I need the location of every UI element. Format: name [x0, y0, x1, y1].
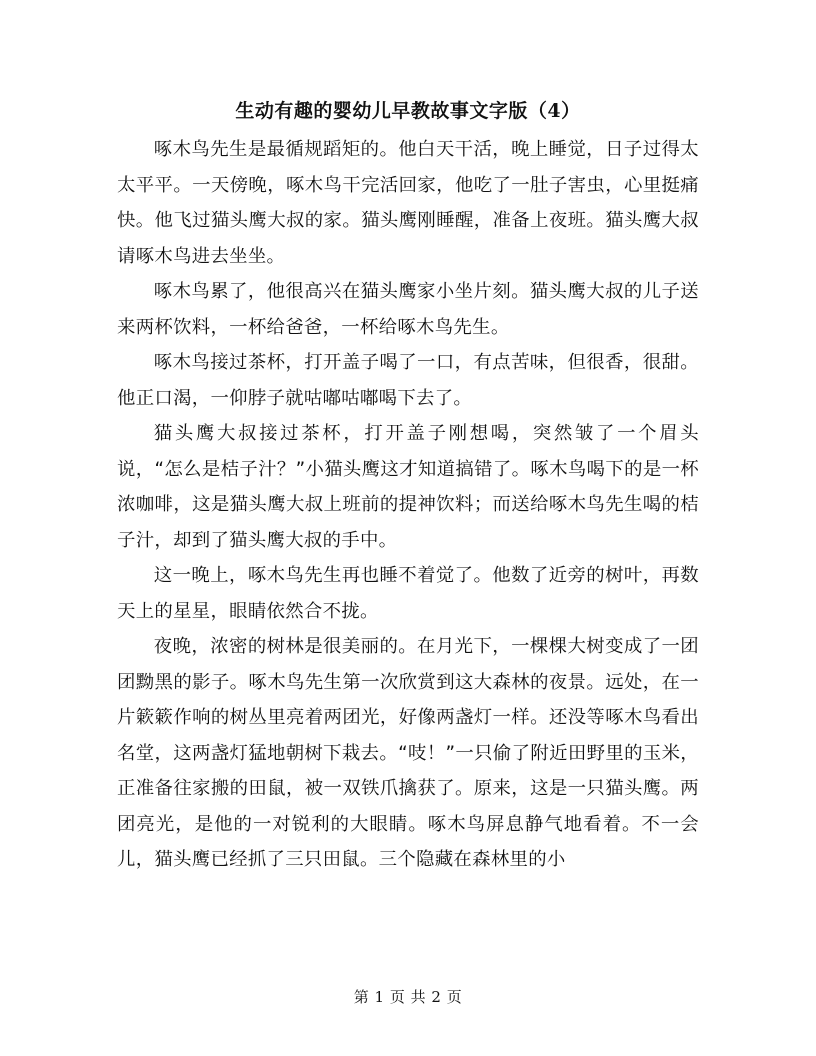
- document-title: 生动有趣的婴幼儿早教故事文字版（4）: [235, 100, 581, 122]
- page-number-footer: 第 1 页 共 2 页: [353, 988, 463, 1006]
- paragraph: 夜晚，浓密的树林是很美丽的。在月光下，一棵棵大树变成了一团团黝黑的影子。啄木鸟先生第一次欣赏到这大森林的夜景。远处，在一片簌簌作响的树丛里亮着两团光，好像两盏灯一样。还没等啄木鸟看出名堂，这两盏灯猛地朝树下栽去。“吱！”一只偷了附近田野里的玉米，正准备往家搬的田鼠，被一双铁爪擒获了。原来，这是一只猫头鹰。两团亮光，是他的一对锐利的大眼睛。啄木鸟屏息静气地看着。不一会儿，猫头鹰已经抓了三只田鼠。三个隐藏在森林里的小: [117, 636, 699, 870]
- paragraph: 啄木鸟累了，他很高兴在猫头鹰家小坐片刻。猫头鹰大叔的儿子送来两杯饮料，一杯给爸爸，一杯给啄木鸟先生。: [117, 281, 699, 338]
- document-body: [117, 132, 699, 878]
- paragraph: 猫头鹰大叔接过茶杯，打开盖子刚想喝，突然皱了一个眉头说，“怎么是桔子汁？”小猫头鹰这才知道搞错了。啄木鸟喝下的是一杯浓咖啡，这是猫头鹰大叔上班前的提神饮料；而送给啄木鸟先生喝的桔子汁，却到了猫头鹰大叔的手中。: [117, 423, 699, 551]
- paragraph: 这一晚上，啄木鸟先生再也睡不着觉了。他数了近旁的树叶，再数天上的星星，眼睛依然合不拢。: [117, 565, 699, 622]
- paragraph: 啄木鸟先生是最循规蹈矩的。他白天干活，晚上睡觉，日子过得太太平平。一天傍晚，啄木鸟干完活回家，他吃了一肚子害虫，心里挺痛快。他飞过猫头鹰大叔的家。猫头鹰刚睡醒，准备上夜班。猫头鹰大叔请啄木鸟进去坐坐。: [117, 139, 699, 267]
- paragraph: 啄木鸟接过茶杯，打开盖子喝了一口，有点苦味，但很香，很甜。他正口渴，一仰脖子就咕嘟咕嘟喝下去了。: [117, 352, 699, 409]
